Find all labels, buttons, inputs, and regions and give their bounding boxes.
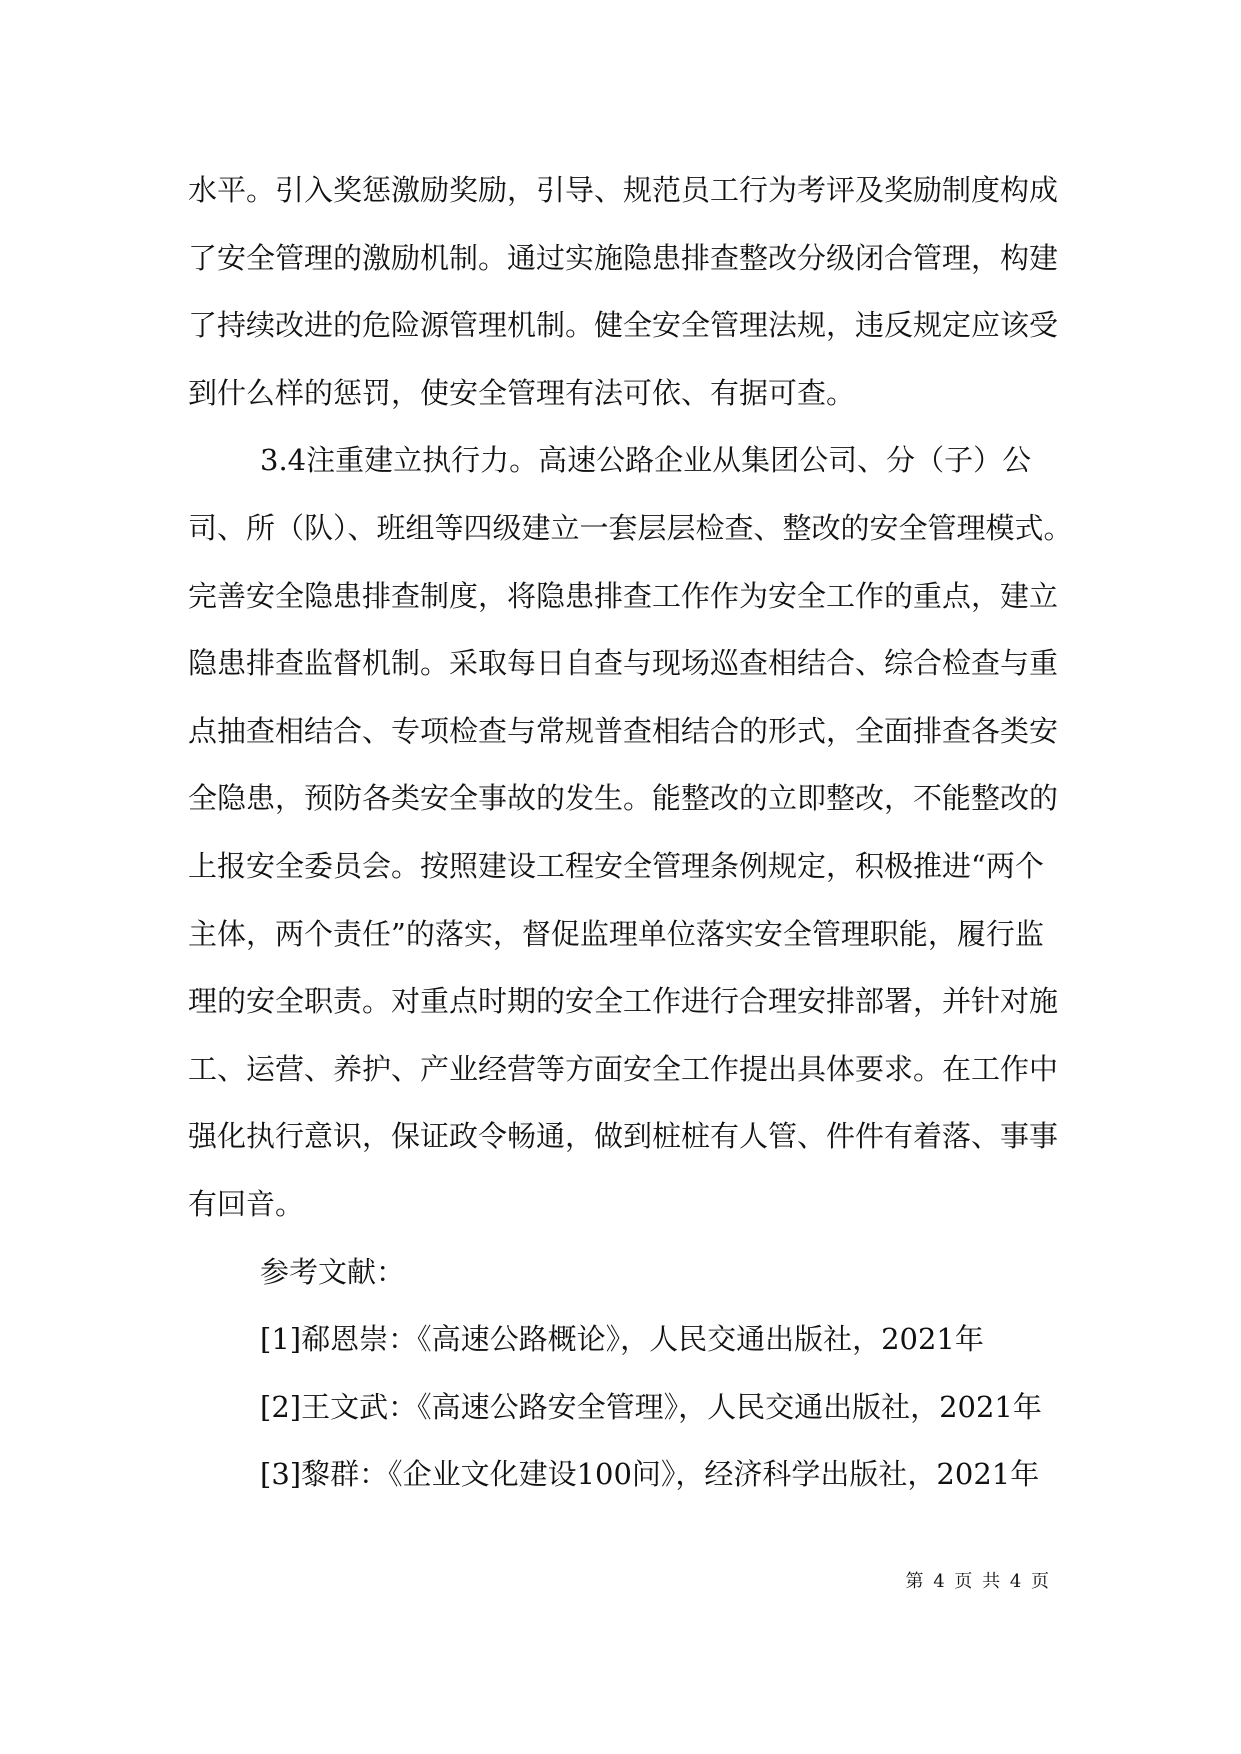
paragraph-incentive <box>188 157 1058 427</box>
reference-item: [3]黎群：《企业文化建设100问》，经济科学出版社，2021年 <box>260 1457 1040 1492</box>
text-line: 了持续改进的危险源管理机制。健全安全管理法规，违反规定应该受 <box>188 308 1059 343</box>
text-line: 了安全管理的激励机制。通过实施隐患排查整改分级闭合管理，构建 <box>188 240 1059 275</box>
text-line: 司、所（队）、班组等四级建立一套层层检查、整改的安全管理模式。 <box>188 510 1073 545</box>
text-line: 完善安全隐患排查制度，将隐患排查工作作为安全工作的重点，建立 <box>188 578 1059 613</box>
text-line: 有回音。 <box>188 1186 305 1221</box>
text-line: 全隐患，预防各类安全事故的发生。能整改的立即整改，不能整改的 <box>188 781 1059 816</box>
page-number-footer: 第 4 页 共 4 页 <box>905 1571 1051 1592</box>
text-line: 上报安全委员会。按照建设工程安全管理条例规定，积极推进“两个 <box>188 848 1044 883</box>
references-section <box>188 1239 1058 1509</box>
text-line: 强化执行意识，保证政令畅通，做到桩桩有人管、件件有着落、事事 <box>188 1119 1059 1154</box>
document-body <box>188 157 1073 1509</box>
text-line: 水平。引入奖惩激励奖励，引导、规范员工行为考评及奖励制度构成 <box>188 173 1059 207</box>
text-line: 主体，两个责任”的落实，督促监理单位落实安全管理职能，履行监 <box>188 916 1044 951</box>
paragraph-execution <box>188 427 1073 1238</box>
references-heading: 参考文献： <box>260 1254 406 1289</box>
text-line: 3.4注重建立执行力。高速公路企业从集团公司、分（子）公 <box>260 443 1032 478</box>
text-line: 到什么样的惩罚，使安全管理有法可依、有据可查。 <box>188 375 856 410</box>
text-line: 工、运营、养护、产业经营等方面安全工作提出具体要求。在工作中 <box>188 1051 1059 1086</box>
text-line: 点抽查相结合、专项检查与常规普查相结合的形式，全面排查各类安 <box>188 713 1059 748</box>
reference-item: [1]郗恩崇：《高速公路概论》，人民交通出版社，2021年 <box>260 1322 984 1357</box>
text-line: 理的安全职责。对重点时期的安全工作进行合理安排部署，并针对施 <box>188 984 1059 1019</box>
reference-item: [2]王文武：《高速公路安全管理》，人民交通出版社，2021年 <box>260 1389 1042 1424</box>
text-line: 隐患排查监督机制。采取每日自查与现场巡查相结合、综合检查与重 <box>188 646 1059 681</box>
